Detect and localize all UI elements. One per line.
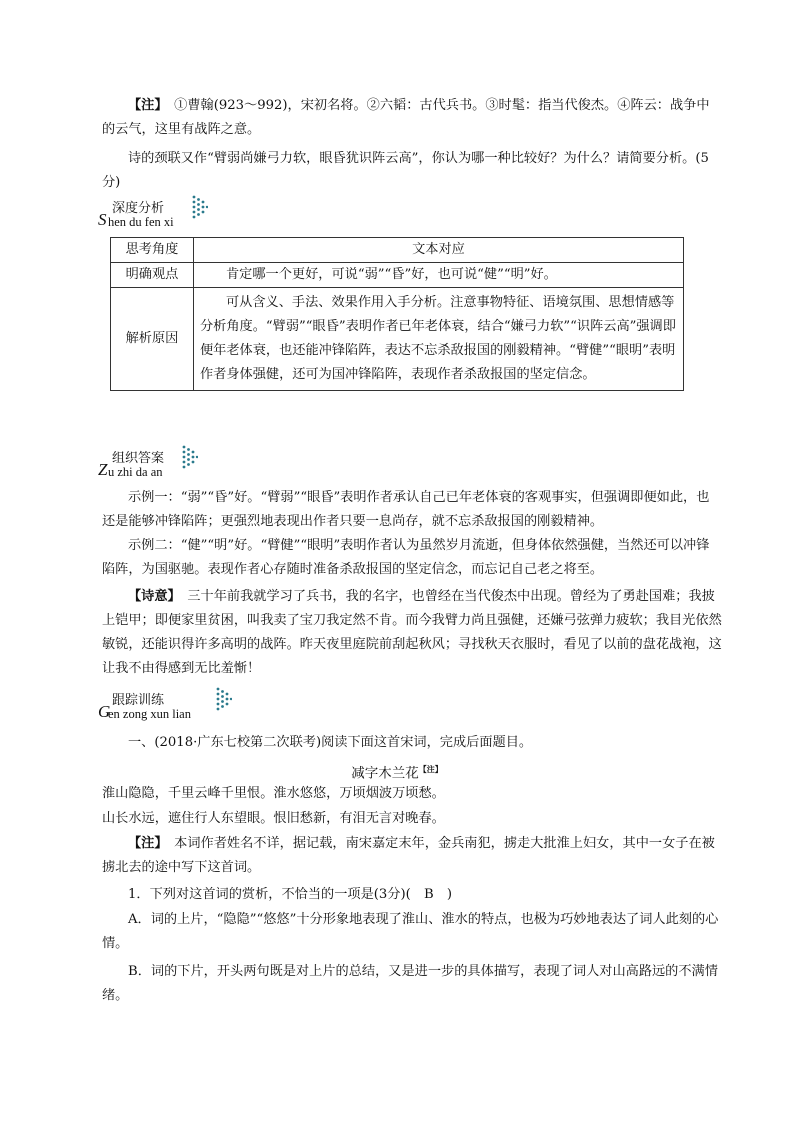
option-b: B．词的下片，开头两句既是对上片的总结，又是进一步的具体描写，表现了词人对山高路远的不满情绪。 [102, 964, 718, 1003]
note-text: ①曹翰(923～992)，宋初名将。②六韬：古代兵书。③时髦：指当代俊杰。④阵云：战争中的云气，这里有战阵之意。 [102, 98, 710, 137]
option-a: A．词的上片，“隐隐”“悠悠”十分形象地表现了淮山、淮水的特点，也极为巧妙地表达了词人此刻的心情。 [102, 912, 719, 951]
table-cell: 肯定哪一个更好，可说“弱”“昏”好，也可说“健”“明”好。 [194, 263, 684, 288]
table-cell: 解析原因 [111, 288, 194, 391]
table-header-row [111, 238, 684, 263]
section-initial: S [98, 210, 107, 229]
note-paragraph-1 [102, 94, 722, 142]
section-title: 跟踪训练 [112, 693, 165, 708]
example-1-paragraph: 示例一：“弱”“昏”好。“臂弱”“眼昏”表明作者承认自己已年老体衰的客观事实，但强调即便如此，也还是能够冲锋陷阵；更强烈地表现出作者只要一息尚存，就不忘杀敌报国的刚毅精神。 [102, 490, 710, 529]
poem-title-text: 减字木兰花 [351, 765, 419, 782]
question-paragraph: 诗的颈联又作“臂弱尚嫌弓力软，眼昏犹识阵云高”，你认为哪一种比较好？为什么？请简要分析。(5分) [102, 151, 709, 190]
question-1: 1．下列对这首词的赏析，不恰当的一项是(3分)( B ) [128, 887, 452, 902]
section-pinyin: hen du fen xi [108, 215, 174, 229]
section-title: 组织答案 [112, 451, 165, 466]
note-label: 【注】 [128, 836, 161, 851]
section-initial: G [98, 702, 111, 721]
table-header-cell: 文本对应 [194, 238, 684, 263]
note-text: 本词作者姓名不详，据记载，南宋嘉定末年，金兵南犯，掳走大批淮上妇女，其中一女子在被掳北去的途中写下这首词。 [102, 836, 715, 875]
example-2-paragraph: 示例二：“健”“明”好。“臂健”“眼明”表明作者认为虽然岁月流逝，但身体依然强健，当然还可以冲锋陷阵，为国驱驰。表现作者心存随时准备杀敌报国的坚定信念，而忘记自己老之将至。 [102, 538, 710, 577]
poem-meaning-text: 三十年前我就学习了兵书，我的名字，也曾经在当代俊杰中出现。曾经为了勇赴国难；我披上铠甲；即便家里贫困，叫我卖了宝刀我定然不肯。而今我臂力尚且强健，还嫌弓弦弹力疲软；我目光依然敏锐，还能识得许多高明的战阵。昨天夜里庭院前刮起秋风；寻找秋天衣服时，看见了以前的盘花战袍，这让我不由得感到无比羞惭！ [102, 589, 722, 676]
section-header-tracking-practice [98, 689, 298, 729]
note-paragraph-2 [102, 832, 722, 880]
section-pinyin: en zong xun lian [108, 707, 191, 721]
triangle-dots-icon [182, 445, 198, 469]
triangle-dots-icon [216, 687, 232, 711]
section-title: 深度分析 [112, 201, 165, 216]
poem-line-2: 山长水远，遮住行人东望眼。恨旧愁新，有泪无言对晚春。 [102, 811, 445, 826]
table-header-cell: 思考角度 [111, 238, 194, 263]
table-cell: 可从含义、手法、效果作用入手分析。注意事物特征、语境氛围、思想情感等分析角度。“臂弱”“眼昏”表明作者已年老体衰，结合“嫌弓力软”“识阵云高”强调即便年老体衰，也还能冲锋陷阵，表达不忘杀敌报国的刚毅精神。“臂健”“眼明”表明作者身体强健，还可为国冲锋陷阵，表现作者杀敌报国的坚定信念。 [194, 288, 684, 391]
analysis-table [110, 237, 684, 391]
table-row [111, 288, 684, 391]
section-header-organize-answer [98, 447, 298, 487]
section-initial: Z [98, 460, 108, 479]
problem-intro: 一、(2018·广东七校第二次联考)阅读下面这首宋词，完成后面题目。 [128, 735, 533, 750]
poem-meaning-paragraph [102, 585, 722, 681]
poem-title [0, 758, 794, 785]
poem-title-note: 【注】 [418, 764, 443, 774]
table-row [111, 263, 684, 288]
note-label: 【注】 [128, 98, 161, 113]
poem-meaning-label: 【诗意】 [128, 589, 175, 604]
section-pinyin: u zhi da an [108, 465, 163, 479]
triangle-dots-icon [192, 195, 208, 219]
poem-line-1: 淮山隐隐，千里云峰千里恨。淮水悠悠，万顷烟波万顷愁。 [102, 786, 445, 801]
table-cell: 明确观点 [111, 263, 194, 288]
section-header-deep-analysis [98, 197, 298, 237]
